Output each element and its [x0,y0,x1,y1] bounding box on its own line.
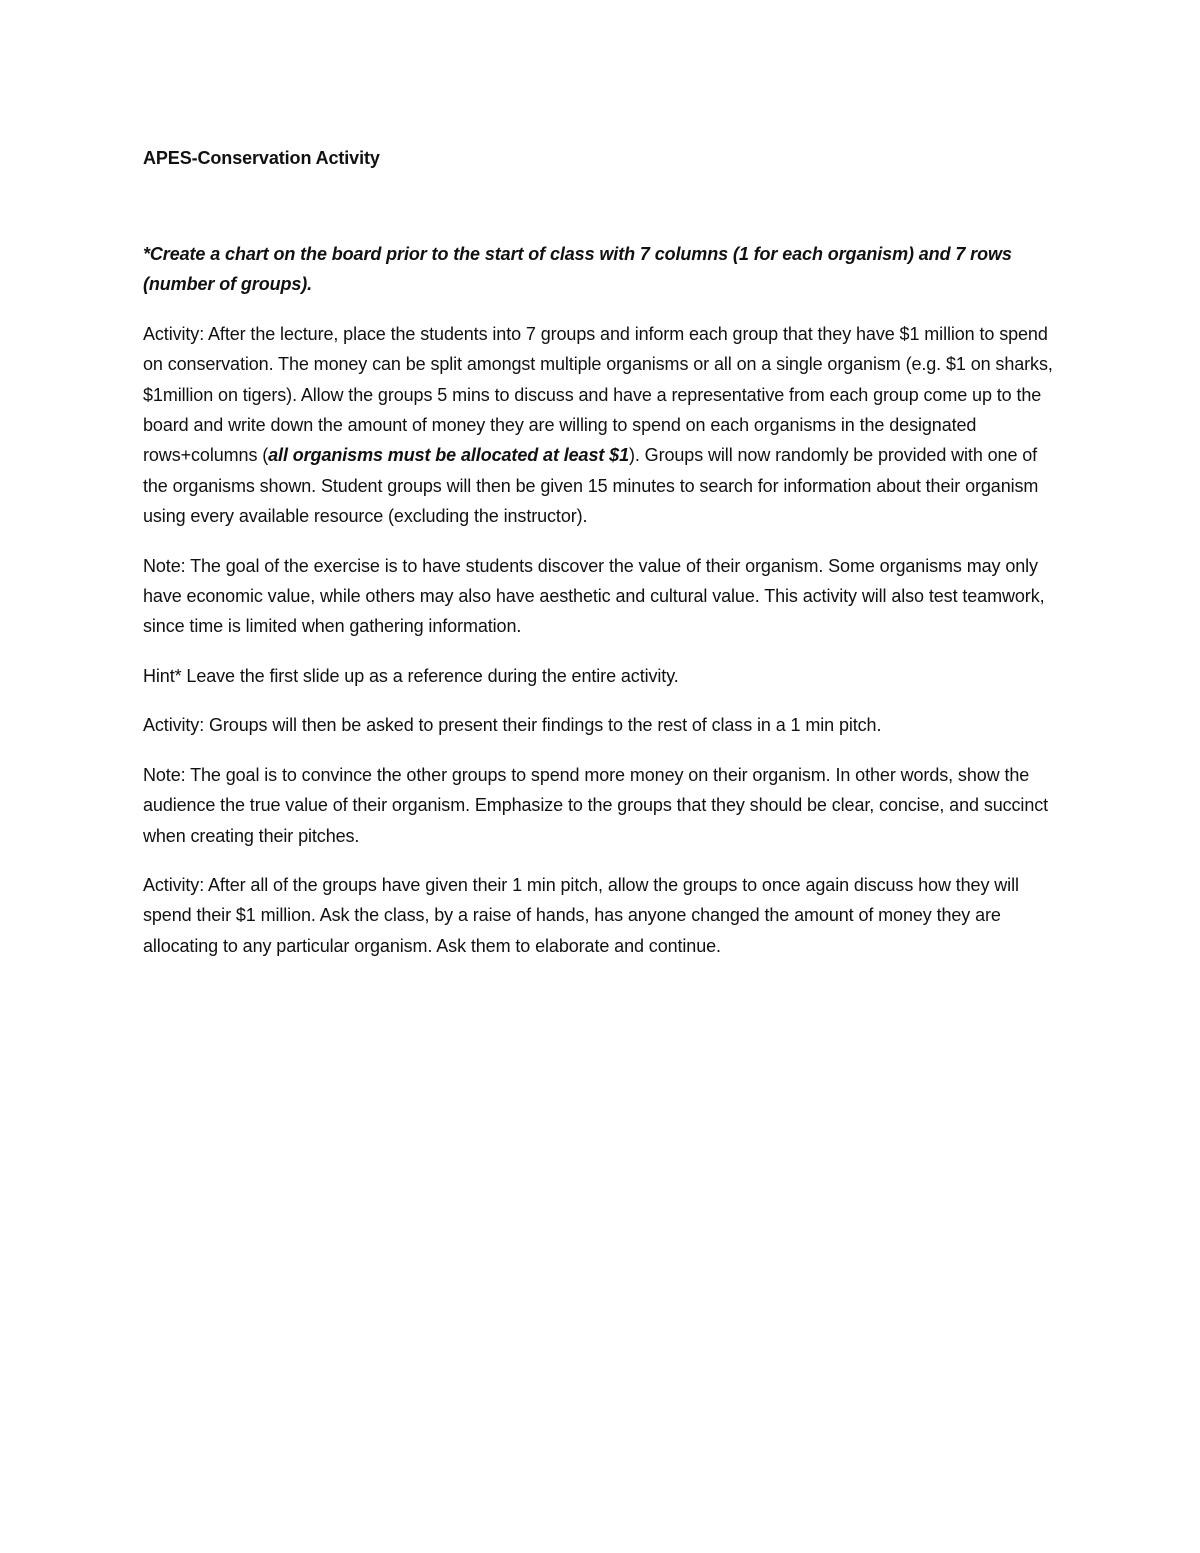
activity-paragraph-2 [143,710,1058,740]
activity-label: Activity: [143,874,205,895]
hint-text: Leave the first slide up as a reference during the entire activity. [181,665,679,686]
activity-paragraph-3 [143,870,1058,961]
hint-label: Hint* [143,665,182,686]
activity-text: Groups will then be asked to present their findings to the rest of class in a 1 min pitch. [204,715,882,736]
note-paragraph-1 [143,551,1058,642]
note-label: Note: [143,555,186,576]
note-text: The goal of the exercise is to have students discover the value of their organism. Some organisms may only have economic value, while others may also have aesthetic and cultural value. This activity will also test teamwork, since time is limited when gathering information. [143,555,1045,637]
document-title: APES-Conservation Activity [143,148,380,168]
note-paragraph-2 [143,760,1058,851]
activity-paragraph-1 [143,319,1058,532]
activity-text: After all of the groups have given their 1 min pitch, allow the groups to once again discuss how they will spend their $1 million. Ask the class, by a raise of hands, has anyone changed the amount of money they are allocating to any particular organism. Ask them to elaborate and continue. [143,874,1019,956]
activity-text-part-1: After the lecture, place the students into 7 groups and inform each group that they have $1 million to spend on conservation. The money can be split amongst multiple organisms or all on a single organism (e.g. $1 on sharks, $1million on tigers). Allow the groups 5 mins to discuss and have a representative from each group come up to the board and write down the amount of money they are willing to spend on each organisms in the designated rows+columns ( [143,323,1053,466]
allocation-emphasis: all organisms must be allocated at least $1 [268,445,629,466]
chart-setup-instruction: *Create a chart on the board prior to the start of class with 7 columns (1 for each organism) and 7 rows (number of groups). [143,244,1012,295]
activity-text-part-2: ). Groups will now randomly be provided with one of the organisms shown. Student groups will then be given 15 minutes to search for information about their organism using every available resource (excluding the instructor). [143,445,1039,527]
document-body [143,143,1058,980]
note-label: Note: [143,764,186,785]
hint-paragraph [143,661,1058,691]
activity-label: Activity: [143,715,205,736]
activity-label: Activity: [143,323,205,344]
note-text: The goal is to convince the other groups to spend more money on their organism. In other words, show the audience the true value of their organism. Emphasize to the groups that they should be clear, concise, and succinct when creating their pitches. [143,764,1049,846]
